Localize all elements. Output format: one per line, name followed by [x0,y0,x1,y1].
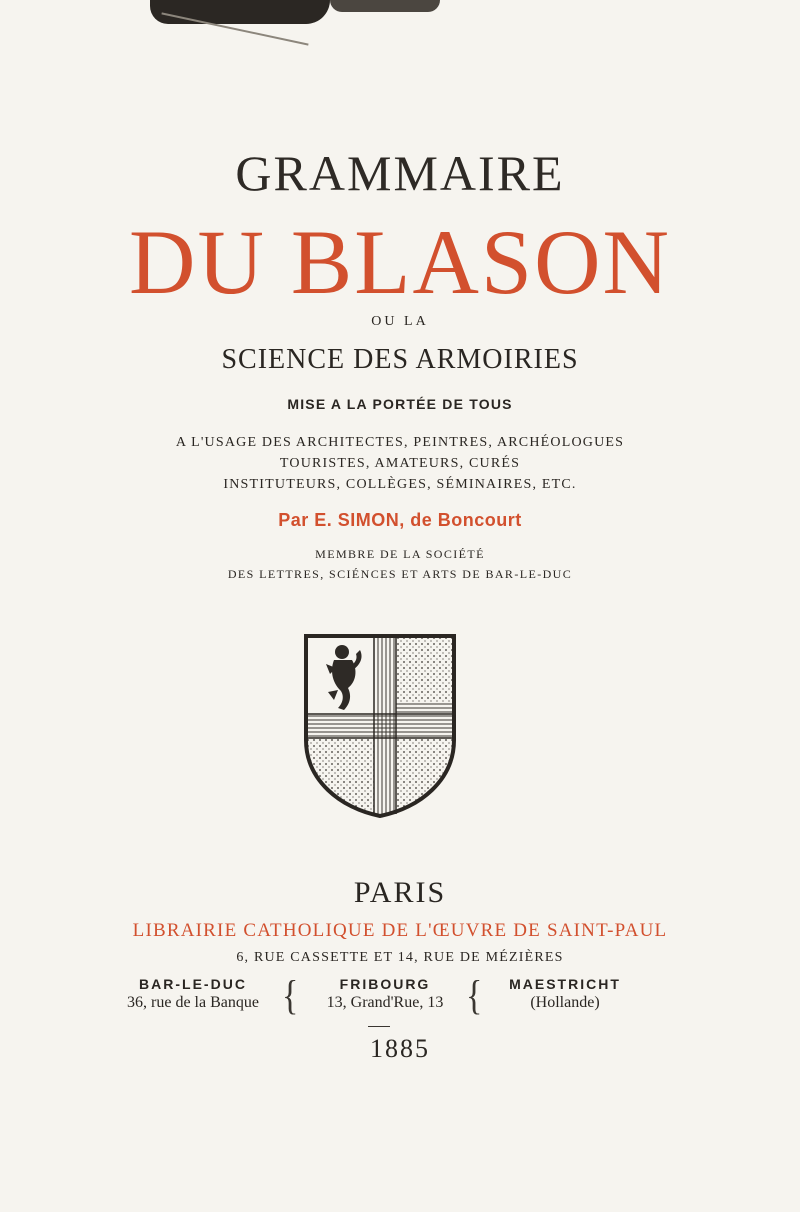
branch-address: 13, Grand'Rue, 13 [326,994,444,1011]
author-line: Par E. SIMON, de Boncourt [278,510,522,530]
usage-block [0,432,800,495]
branch-bar-le-duc [108,976,278,1012]
usage-line: INSTITUTEURS, COLLÈGES, SÉMINAIRES, ETC. [223,477,577,492]
brace-divider: { [466,974,483,1019]
branch-city: FRIBOURG [339,976,431,992]
ou-la: OU LA [371,314,429,329]
membership-line: DES LETTRES, SCIÉNCES ET ARTS DE BAR-LE-DUC [227,567,573,581]
mise-line: MISE A LA PORTÉE DE TOUS [287,396,513,412]
branch-city: MAESTRICHT [509,976,621,992]
usage-line: A L'USAGE DES ARCHITECTES, PEINTRES, ARCHÉOLOGUES [175,435,625,450]
torn-edge-small [330,0,440,12]
branch-city: BAR-LE-DUC [139,976,247,992]
branch-maestricht [490,976,640,1012]
branch-address: (Hollande) [530,994,600,1011]
publisher-address: 6, RUE CASSETTE ET 14, RUE DE MÉZIÈRES [236,950,564,965]
publication-year: 1885 [370,1034,430,1063]
publisher: LIBRAIRIE CATHOLIQUE DE L'ŒUVRE DE SAINT-PAUL [132,920,668,941]
branch-address: 36, rue de la Banque [127,994,259,1011]
coat-of-arms-emblem [300,630,460,820]
title-line-1: GRAMMAIRE [235,145,565,201]
city-paris: PARIS [353,876,447,909]
usage-line: TOURISTES, AMATEURS, CURÉS [279,456,521,471]
brace-divider: { [282,974,299,1019]
title-line-2: DU BLASON [129,211,671,313]
branch-fribourg [300,976,470,1012]
torn-edge [150,0,330,24]
membership-line: MEMBRE DE LA SOCIÉTÉ [315,547,485,561]
subtitle: SCIENCE DES ARMOIRIES [221,344,579,375]
divider-rule [368,1026,390,1027]
membership-block [0,544,800,584]
